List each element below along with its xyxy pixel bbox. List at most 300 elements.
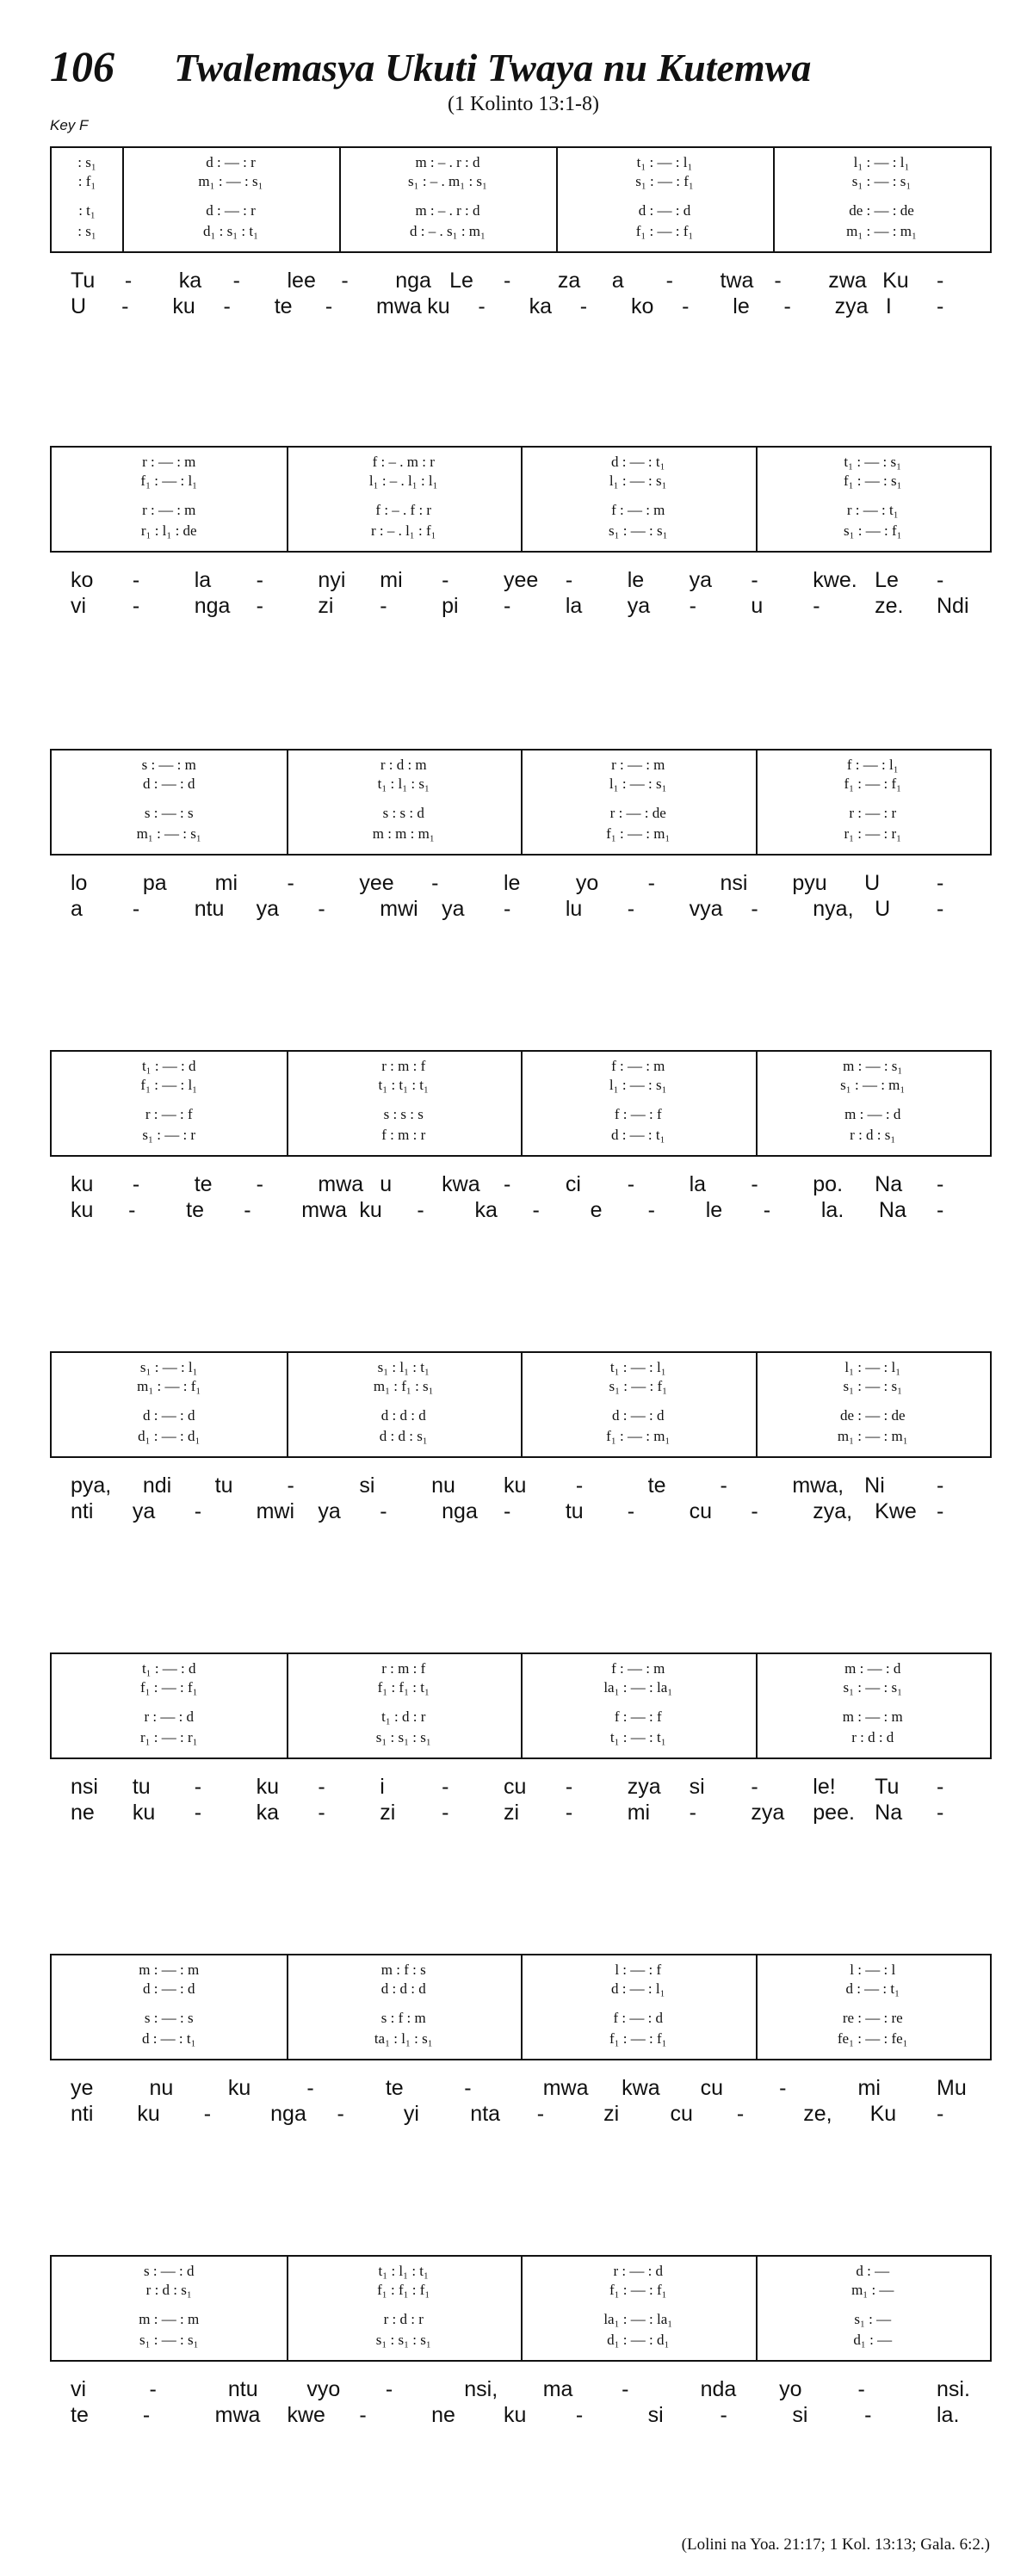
soprano-part: f : — : m xyxy=(611,1058,665,1074)
lyric-syllable: ka xyxy=(474,1198,498,1222)
bass-part: d : d : s₁ xyxy=(379,1428,428,1444)
lyric-hyphen: - xyxy=(565,1775,573,1799)
music-system xyxy=(50,446,992,620)
lyric-syllable: te xyxy=(186,1198,204,1222)
lyric-syllable: zya xyxy=(627,1775,661,1799)
lyric-hyphen: - xyxy=(318,1775,325,1799)
lyric-syllable: mi xyxy=(214,871,238,895)
lyric-verse-1 xyxy=(71,871,980,897)
bass-part: fe₁ : — : fe₁ xyxy=(837,2030,908,2047)
lyric-syllable: si xyxy=(359,1473,375,1498)
bass-part: m₁ : — : m₁ xyxy=(846,223,917,239)
lyric-hyphen: - xyxy=(857,2377,865,2401)
lyric-hyphen: - xyxy=(318,1801,325,1825)
lyric-syllable: ku xyxy=(137,2102,160,2126)
measure xyxy=(756,1654,991,1757)
lyric-syllable: Le xyxy=(875,568,899,592)
lyric-syllable: te xyxy=(385,2076,404,2100)
lyric-syllable: nyi xyxy=(318,568,346,592)
music-system xyxy=(50,1050,992,1224)
lyrics-block xyxy=(50,2377,992,2429)
lyric-syllable: Tu xyxy=(71,269,96,293)
lyric-hyphen: - xyxy=(937,568,944,592)
lyric-syllable: ku xyxy=(427,294,450,318)
soprano-part: t₁ : — : l₁ xyxy=(609,1359,666,1375)
lyric-syllable: ndi xyxy=(142,1473,172,1498)
lyric-syllable: U xyxy=(71,294,87,318)
lyric-syllable: cu xyxy=(700,2076,724,2100)
lyric-syllable: la. xyxy=(820,1198,844,1222)
lyric-hyphen: - xyxy=(937,2102,944,2126)
lyric-verse-1 xyxy=(71,1172,980,1198)
lyric-syllable: ntu xyxy=(227,2377,258,2401)
lyrics-block xyxy=(50,871,992,923)
lyric-syllable: Ni xyxy=(864,1473,885,1498)
lyric-hyphen: - xyxy=(689,594,696,618)
lyric-syllable: ka xyxy=(178,269,202,293)
tenor-part: f : — : f xyxy=(614,1708,662,1725)
soprano-part: d : — : t₁ xyxy=(610,454,665,470)
lyric-hyphen: - xyxy=(318,897,325,921)
lyric-syllable: yi xyxy=(403,2102,419,2126)
tenor-part: s : f : m xyxy=(380,2010,426,2026)
bass-part: r : d : d xyxy=(851,1729,894,1745)
soprano-part: f : — : m xyxy=(611,1660,665,1677)
lyric-hyphen: - xyxy=(380,1499,387,1523)
lyric-verse-1 xyxy=(71,1775,980,1801)
measure xyxy=(52,2257,287,2360)
tonic-solfa-staff xyxy=(50,1652,992,1759)
lyric-syllable: ze, xyxy=(803,2102,832,2126)
lyric-syllable: ku xyxy=(227,2076,251,2100)
tenor-part: m : — : m xyxy=(139,2311,200,2327)
measure xyxy=(521,751,756,854)
lyric-verse-1 xyxy=(71,269,980,294)
lyric-hyphen: - xyxy=(504,594,511,618)
lyric-hyphen: - xyxy=(256,568,263,592)
bass-part: r : – . l₁ : f₁ xyxy=(370,522,436,539)
bass-part: s₁ : — : s₁ xyxy=(139,2332,199,2348)
soprano-part: r : m : f xyxy=(381,1660,426,1677)
bass-part: f₁ : — : m₁ xyxy=(606,825,671,842)
lyric-syllable: mwa xyxy=(214,2403,261,2427)
bass-part: r₁ : — : r₁ xyxy=(139,1729,198,1745)
bass-part: r₁ : l₁ : de xyxy=(140,522,197,539)
lyric-hyphen: - xyxy=(132,897,140,921)
lyric-syllable: nsi xyxy=(720,871,748,895)
lyric-hyphen: - xyxy=(325,294,333,318)
lyric-syllable: nta xyxy=(470,2102,501,2126)
lyric-syllable: ku xyxy=(256,1775,279,1799)
soprano-part: m : – . r : d xyxy=(415,154,480,170)
lyric-syllable: kwe. xyxy=(813,568,857,592)
measure xyxy=(122,148,339,251)
alto-part: d : — : d xyxy=(143,1980,195,1997)
lyric-syllable: U xyxy=(864,871,881,895)
measure xyxy=(287,751,522,854)
lyric-syllable: ku xyxy=(132,1801,156,1825)
lyric-verse-1 xyxy=(71,1473,980,1499)
lyric-syllable: si xyxy=(689,1775,705,1799)
lyric-hyphen: - xyxy=(142,2403,151,2427)
lyric-syllable: ko xyxy=(630,294,654,318)
lyric-hyphen: - xyxy=(565,1801,573,1825)
lyric-syllable: le! xyxy=(813,1775,836,1799)
lyric-syllable: mi xyxy=(380,568,403,592)
tenor-part: r : — : t₁ xyxy=(846,502,899,518)
tenor-part: d : — : r xyxy=(206,202,256,219)
lyric-hyphen: - xyxy=(575,1473,584,1498)
lyric-syllable: pee. xyxy=(813,1801,855,1825)
lyric-syllable: ku xyxy=(172,294,195,318)
alto-part: m₁ : — : f₁ xyxy=(137,1378,201,1394)
music-system xyxy=(50,749,992,923)
alto-part: f₁ : f₁ : f₁ xyxy=(377,2282,430,2298)
lyrics-block xyxy=(50,1172,992,1224)
lyric-syllable: te xyxy=(194,1172,213,1196)
alto-part: s₁ : – . m₁ : s₁ xyxy=(408,173,487,189)
lyric-syllable: e xyxy=(590,1198,603,1222)
alto-part: s₁ : — : f₁ xyxy=(635,173,694,189)
measure xyxy=(556,148,773,251)
lyric-syllable: ku xyxy=(71,1198,94,1222)
lyric-syllable: Kwe xyxy=(875,1499,917,1523)
tenor-part: re : — : re xyxy=(842,2010,903,2026)
lyric-syllable: mwa xyxy=(318,1172,364,1196)
soprano-part: r : — : m xyxy=(142,454,196,470)
lyric-syllable: te xyxy=(71,2403,89,2427)
lyric-hyphen: - xyxy=(380,594,387,618)
measure xyxy=(52,448,287,551)
tenor-part: f : — : m xyxy=(611,502,665,518)
lyric-syllable: zya xyxy=(751,1801,785,1825)
measure xyxy=(287,1052,522,1155)
lyric-syllable: u xyxy=(380,1172,393,1196)
lyric-hyphen: - xyxy=(751,1775,758,1799)
bass-part: d₁ : — : d₁ xyxy=(138,1428,201,1444)
lyric-hyphen: - xyxy=(124,269,133,293)
bass-part: r₁ : — : r₁ xyxy=(844,825,902,842)
lyric-hyphen: - xyxy=(682,294,690,318)
lyric-syllable: ku xyxy=(504,2403,527,2427)
lyric-syllable: ya xyxy=(256,897,279,921)
lyric-syllable: vya xyxy=(689,897,723,921)
lyric-hyphen: - xyxy=(937,1499,944,1523)
lyric-syllable: ka xyxy=(529,294,552,318)
lyric-syllable: zya xyxy=(834,294,869,318)
tenor-part: t₁ : d : r xyxy=(381,1708,426,1725)
lyric-syllable: tu xyxy=(214,1473,233,1498)
alto-part: d : — : d xyxy=(143,775,195,792)
alto-part: t₁ : t₁ : t₁ xyxy=(378,1077,429,1093)
measure xyxy=(756,1955,991,2059)
tenor-part: m : — : m xyxy=(842,1708,903,1725)
lyric-syllable: ye xyxy=(71,2076,94,2100)
alto-part: s₁ : — : s₁ xyxy=(843,1378,903,1394)
lyric-syllable: kwa xyxy=(442,1172,480,1196)
alto-part: l₁ : – . l₁ : l₁ xyxy=(368,473,438,489)
measure xyxy=(756,448,991,551)
lyric-verse-2 xyxy=(71,1801,980,1826)
lyric-syllable: ya xyxy=(132,1499,156,1523)
bass-part: d : – . s₁ : m₁ xyxy=(410,223,486,239)
lyric-hyphen: - xyxy=(442,1775,449,1799)
soprano-part: s : — : d xyxy=(143,2263,195,2279)
music-system xyxy=(50,1351,992,1525)
lyric-hyphen: - xyxy=(431,871,439,895)
alto-part: m₁ : — : s₁ xyxy=(198,173,263,189)
lyric-hyphen: - xyxy=(478,294,486,318)
tenor-part: s : — : s xyxy=(144,805,194,821)
soprano-part: l₁ : — : l₁ xyxy=(844,1359,901,1375)
alto-part: f₁ : — : f₁ xyxy=(139,1679,198,1696)
bass-part: f : m : r xyxy=(381,1127,426,1143)
tonic-solfa-staff xyxy=(50,1351,992,1458)
lyric-hyphen: - xyxy=(627,897,635,921)
lyric-hyphen: - xyxy=(385,2377,393,2401)
lyric-syllable: ku xyxy=(71,1172,94,1196)
lyric-syllable: i xyxy=(380,1775,385,1799)
alto-part: s₁ : — : m₁ xyxy=(840,1077,906,1093)
lyric-hyphen: - xyxy=(203,2102,212,2126)
lyric-syllable: zi xyxy=(380,1801,396,1825)
lyric-syllable: vi xyxy=(71,2377,87,2401)
soprano-part: t₁ : — : d xyxy=(141,1660,196,1677)
soprano-part: t₁ : l₁ : t₁ xyxy=(378,2263,429,2279)
lyric-syllable: u xyxy=(751,594,764,618)
lyric-hyphen: - xyxy=(132,1172,140,1196)
lyric-syllable: ya xyxy=(318,1499,341,1523)
measure xyxy=(521,448,756,551)
lyric-hyphen: - xyxy=(575,2403,584,2427)
measure xyxy=(756,751,991,854)
lyric-hyphen: - xyxy=(341,269,349,293)
tenor-part: de : — : de xyxy=(849,202,914,219)
alto-part: t₁ : l₁ : s₁ xyxy=(377,775,430,792)
lyric-syllable: nsi. xyxy=(937,2377,970,2401)
lyric-hyphen: - xyxy=(937,1775,944,1799)
lyric-hyphen: - xyxy=(751,1499,758,1523)
lyric-hyphen: - xyxy=(504,1172,511,1196)
lyric-syllable: ma xyxy=(542,2377,573,2401)
measure xyxy=(287,448,522,551)
tenor-part: s₁ : — xyxy=(854,2311,892,2327)
lyric-syllable: lu xyxy=(565,897,583,921)
measure xyxy=(287,1353,522,1456)
bass-part: d₁ : — xyxy=(853,2332,893,2348)
bass-part: : s₁ xyxy=(77,223,96,239)
lyric-syllable: yee xyxy=(504,568,539,592)
lyrics-block xyxy=(50,2076,992,2128)
measure xyxy=(756,1052,991,1155)
alto-part: m₁ : — xyxy=(851,2282,894,2298)
bass-part: r : d : s₁ xyxy=(850,1127,896,1143)
lyric-syllable: kwe xyxy=(287,2403,325,2427)
measure xyxy=(287,2257,522,2360)
tonic-solfa-staff xyxy=(50,2255,992,2362)
measure xyxy=(521,1654,756,1757)
tonic-solfa-staff xyxy=(50,749,992,856)
tenor-part: s : s : d xyxy=(382,805,424,821)
soprano-part: f : — : l₁ xyxy=(846,757,899,773)
measure xyxy=(52,1955,287,2059)
lyric-hyphen: - xyxy=(579,294,588,318)
soprano-part: f : – . m : r xyxy=(372,454,435,470)
lyric-syllable: nti xyxy=(71,2102,94,2126)
lyric-hyphen: - xyxy=(647,1198,655,1222)
measure xyxy=(52,1052,287,1155)
measure xyxy=(521,2257,756,2360)
lyric-syllable: zi xyxy=(603,2102,620,2126)
lyric-syllable: ku xyxy=(359,1198,382,1222)
lyric-syllable: la xyxy=(565,594,583,618)
lyric-syllable: I xyxy=(885,294,892,318)
lyric-syllable: mwa, xyxy=(792,1473,844,1498)
lyric-hyphen: - xyxy=(504,269,511,293)
lyric-hyphen: - xyxy=(627,1172,635,1196)
lyric-verse-1 xyxy=(71,2076,980,2102)
lyric-syllable: si xyxy=(647,2403,664,2427)
measure xyxy=(521,1955,756,2059)
tenor-part: s : — : s xyxy=(144,2010,194,2026)
lyric-syllable: ntu xyxy=(194,897,225,921)
alto-part: la₁ : — : la₁ xyxy=(603,1679,673,1696)
lyric-syllable: yo xyxy=(779,2377,802,2401)
lyric-syllable: tu xyxy=(132,1775,151,1799)
soprano-part: m : — : d xyxy=(844,1660,901,1677)
lyric-hyphen: - xyxy=(647,871,655,895)
bass-part: s₁ : — : s₁ xyxy=(608,522,668,539)
lyric-hyphen: - xyxy=(128,1198,136,1222)
lyric-hyphen: - xyxy=(937,269,944,293)
alto-part: s₁ : — : s₁ xyxy=(843,1679,903,1696)
tenor-part: de : — : de xyxy=(839,1407,906,1424)
soprano-part: r : m : f xyxy=(381,1058,426,1074)
lyric-verse-1 xyxy=(71,568,980,594)
alto-part: m₁ : f₁ : s₁ xyxy=(373,1378,434,1394)
lyric-verse-2 xyxy=(71,1198,980,1224)
measure xyxy=(287,1955,522,2059)
alto-part: f₁ : — : s₁ xyxy=(843,473,902,489)
lyric-hyphen: - xyxy=(565,568,573,592)
lyric-syllable: mwi xyxy=(256,1499,294,1523)
bass-part: d : — : t₁ xyxy=(141,2030,196,2047)
lyric-syllable: le xyxy=(627,568,645,592)
soprano-part: d : — xyxy=(856,2263,890,2279)
key-signature: Key F xyxy=(50,117,89,133)
measure xyxy=(52,148,122,251)
soprano-part: l : — : f xyxy=(615,1961,662,1978)
soprano-part: s : — : m xyxy=(141,757,196,773)
lyric-syllable: pya, xyxy=(71,1473,112,1498)
lyric-verse-2 xyxy=(71,2403,980,2429)
lyric-hyphen: - xyxy=(442,568,449,592)
lyric-syllable: mi xyxy=(857,2076,881,2100)
lyric-syllable: ne xyxy=(431,2403,455,2427)
lyric-syllable: le xyxy=(504,871,521,895)
alto-part: d : — : l₁ xyxy=(610,1980,665,1997)
hymn-number: 106 xyxy=(50,42,114,90)
lyric-syllable: la xyxy=(194,568,212,592)
lyric-hyphen: - xyxy=(194,1801,202,1825)
lyric-hyphen: - xyxy=(244,1198,251,1222)
bass-part: d : — : t₁ xyxy=(610,1127,665,1143)
measure xyxy=(52,751,287,854)
bass-part: d₁ : — : d₁ xyxy=(607,2332,670,2348)
lyric-hyphen: - xyxy=(504,897,511,921)
lyric-hyphen: - xyxy=(464,2076,472,2100)
bass-part: m₁ : — : m₁ xyxy=(837,1428,908,1444)
bass-part: s₁ : — : f₁ xyxy=(843,522,902,539)
lyric-hyphen: - xyxy=(751,897,758,921)
tonic-solfa-staff xyxy=(50,446,992,553)
soprano-part: m : — : m xyxy=(139,1961,200,1978)
lyric-syllable: mwi xyxy=(380,897,418,921)
lyric-hyphen: - xyxy=(149,2377,157,2401)
lyric-hyphen: - xyxy=(132,568,140,592)
lyric-syllable: nu xyxy=(431,1473,455,1498)
soprano-part: t₁ : — : s₁ xyxy=(844,454,902,470)
lyric-syllable: tu xyxy=(565,1499,584,1523)
lyric-hyphen: - xyxy=(813,594,820,618)
alto-part: s₁ : — : f₁ xyxy=(609,1378,668,1394)
lyric-hyphen: - xyxy=(736,2102,745,2126)
soprano-part: r : d : m xyxy=(380,757,427,773)
measure xyxy=(521,1353,756,1456)
lyric-syllable: pi xyxy=(442,594,459,618)
lyric-syllable: Tu xyxy=(875,1775,900,1799)
tenor-part: d : — : d xyxy=(612,1407,665,1424)
lyric-syllable: Na xyxy=(878,1198,906,1222)
tenor-part: d : — : d xyxy=(638,202,691,219)
alto-part: f₁ : — : l₁ xyxy=(140,473,198,489)
lyric-hyphen: - xyxy=(665,269,673,293)
lyric-syllable: zi xyxy=(318,594,334,618)
tenor-part: r : — : f xyxy=(145,1106,193,1122)
lyrics-block xyxy=(50,1775,992,1826)
measure xyxy=(756,2257,991,2360)
lyric-syllable: kwa xyxy=(622,2076,660,2100)
tenor-part: d : — : d xyxy=(143,1407,195,1424)
lyric-syllable: la xyxy=(689,1172,707,1196)
lyric-syllable: Ndi xyxy=(937,594,969,618)
lyric-hyphen: - xyxy=(442,1801,449,1825)
lyric-hyphen: - xyxy=(194,1499,202,1523)
soprano-part: r : — : d xyxy=(613,2263,664,2279)
soprano-part: l : — : l xyxy=(850,1961,896,1978)
lyric-syllable: lee xyxy=(287,269,316,293)
tonic-solfa-staff xyxy=(50,146,992,253)
lyric-hyphen: - xyxy=(536,2102,545,2126)
lyric-hyphen: - xyxy=(287,871,294,895)
lyric-hyphen: - xyxy=(720,2403,727,2427)
lyric-syllable: nda xyxy=(700,2377,737,2401)
lyric-syllable: nga xyxy=(442,1499,478,1523)
alto-part: d : — : t₁ xyxy=(845,1980,900,1997)
tenor-part: f : – . f : r xyxy=(375,502,432,518)
lyric-hyphen: - xyxy=(937,897,944,921)
lyric-verse-2 xyxy=(71,897,980,923)
lyric-syllable: zi xyxy=(504,1801,520,1825)
alto-part: f₁ : — : l₁ xyxy=(140,1077,198,1093)
lyric-syllable: twa xyxy=(720,269,754,293)
lyric-verse-1 xyxy=(71,2377,980,2403)
tenor-part: r : — : de xyxy=(609,805,666,821)
lyric-syllable: vi xyxy=(71,594,87,618)
lyric-syllable: nga xyxy=(270,2102,306,2126)
lyric-syllable: U xyxy=(875,897,891,921)
measure xyxy=(52,1654,287,1757)
